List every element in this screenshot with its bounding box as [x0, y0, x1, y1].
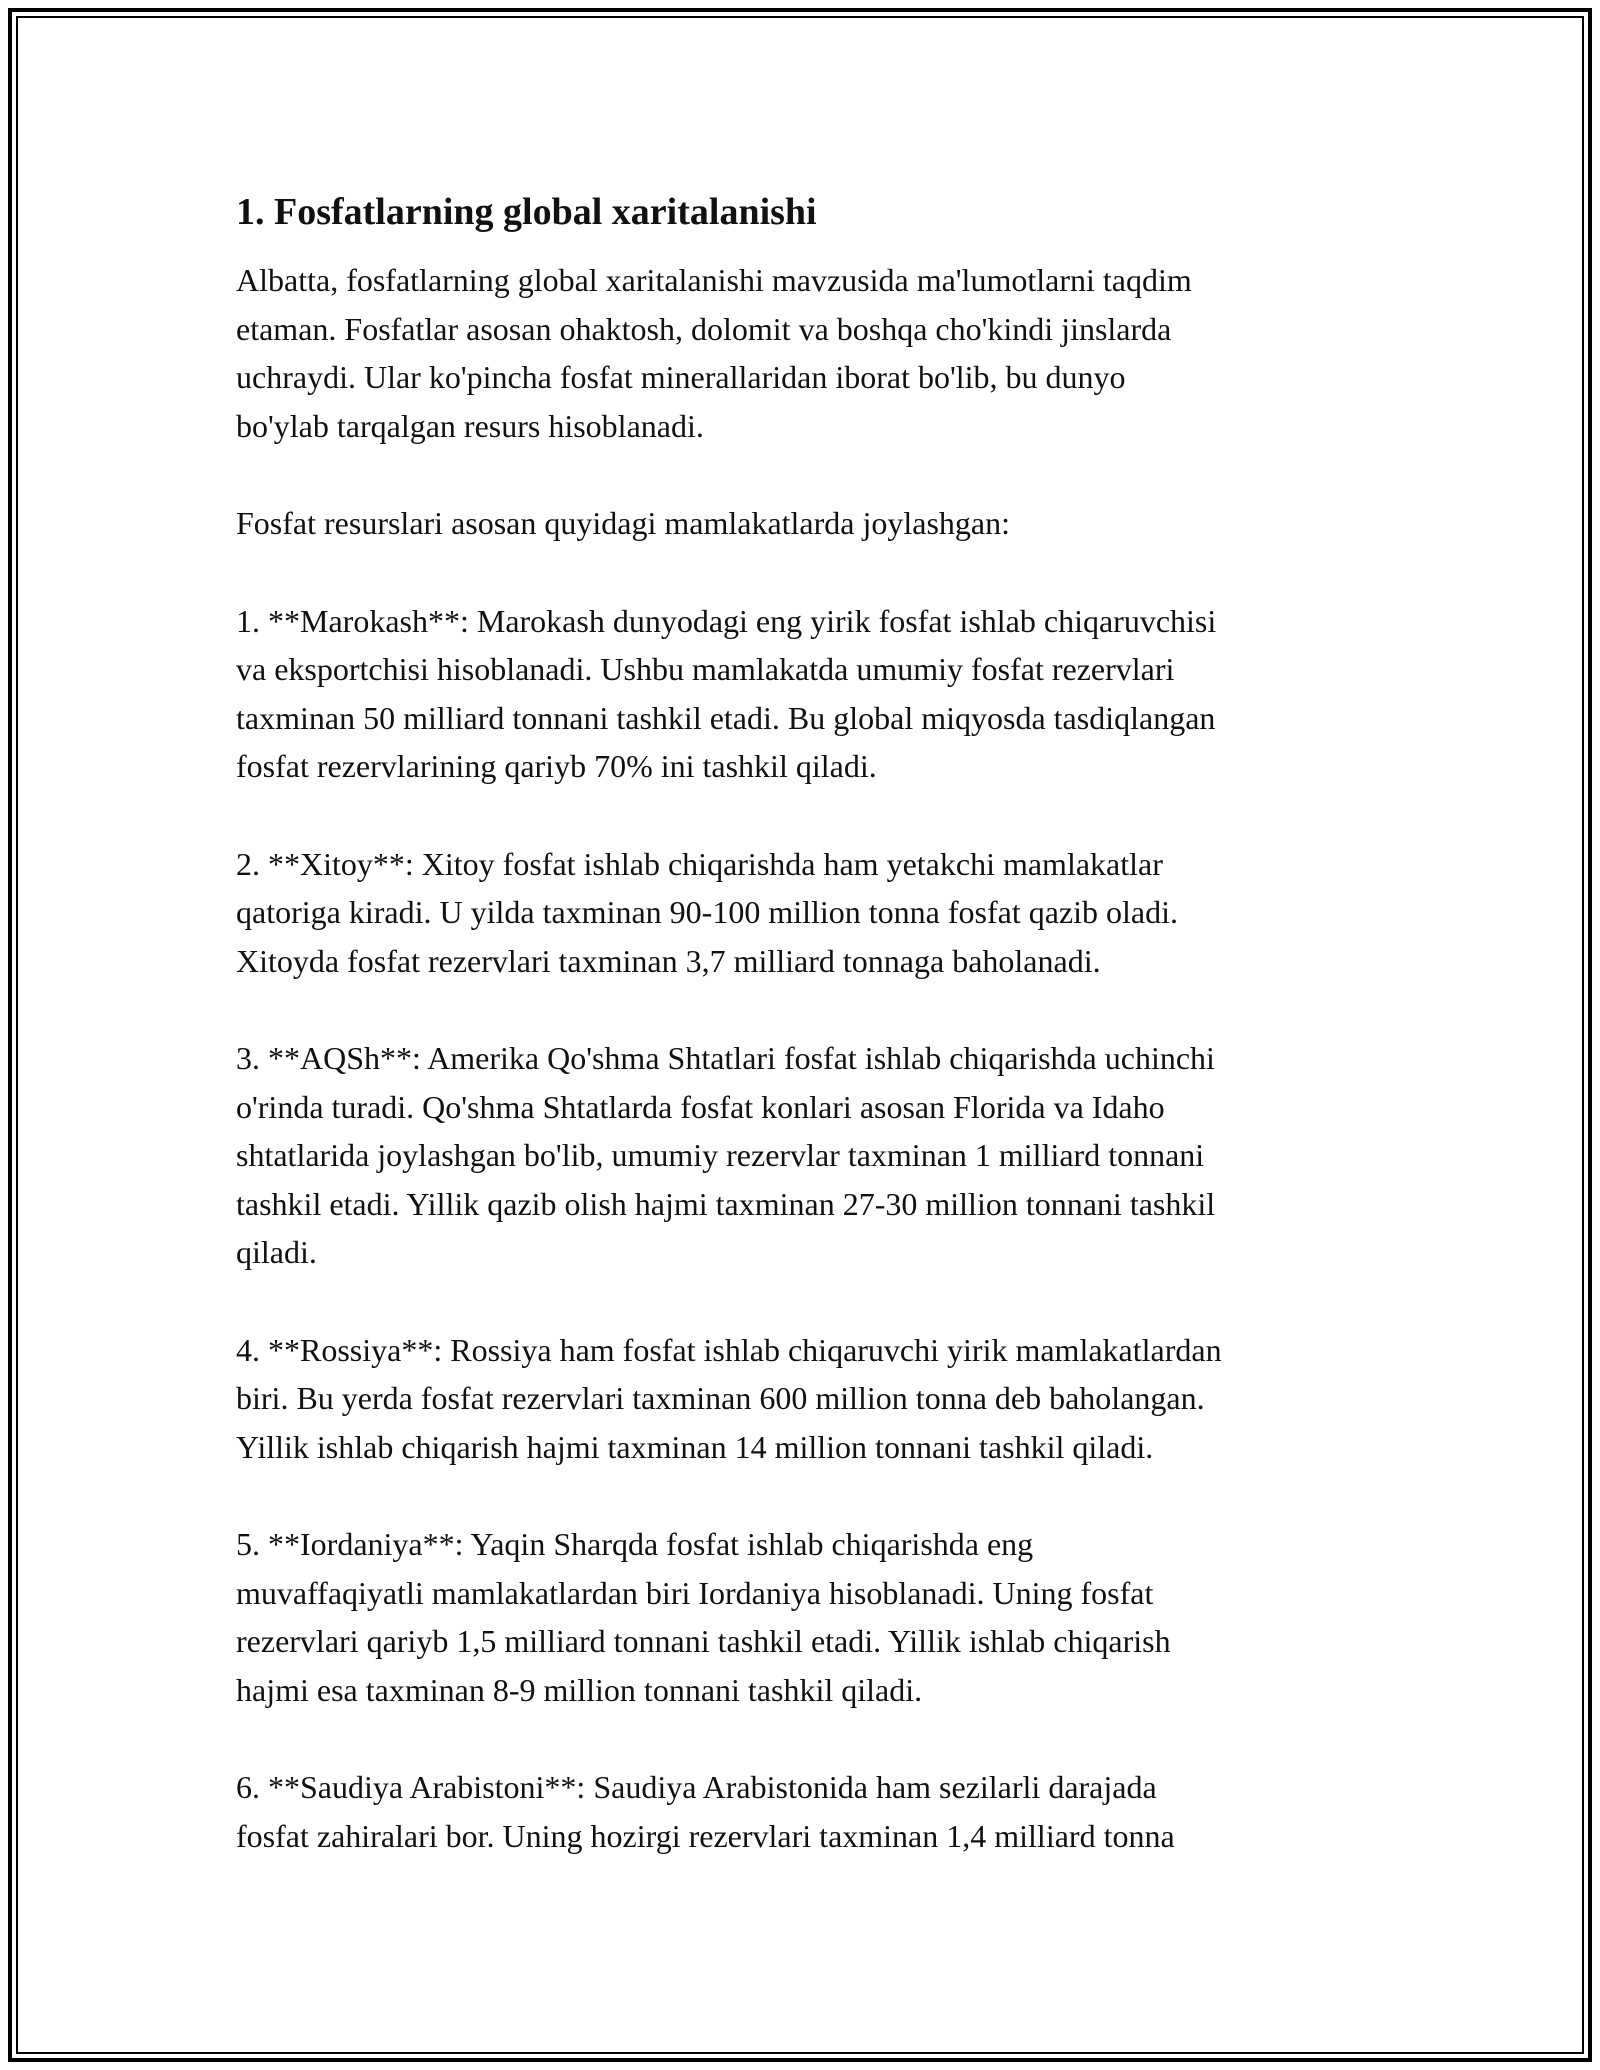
text-line: biri. Bu yerda fosfat rezervlari taxminan 600 million tonna deb baholangan.: [236, 1380, 1205, 1416]
text-line: Albatta, fosfatlarning global xaritalanishi mavzusida ma'lumotlarni taqdim: [236, 262, 1192, 298]
list-item-aqsh: [236, 1034, 1376, 1277]
paragraph-intro: [236, 256, 1376, 450]
text-line: 1. **Marokash**: Marokash dunyodagi eng yirik fosfat ishlab chiqaruvchisi: [236, 602, 1217, 639]
text-line: uchraydi. Ular ko'pincha fosfat minerallaridan iborat bo'lib, bu dunyo: [236, 359, 1126, 395]
text-line: 6. **Saudiya Arabistoni**: Saudiya Arabistonida ham sezilarli darajada: [236, 1769, 1157, 1805]
paragraph-lead: [236, 499, 1376, 548]
list-item-iordaniya: [236, 1520, 1376, 1714]
text-line: hajmi esa taxminan 8-9 million tonnani tashkil qiladi.: [236, 1671, 923, 1708]
text-line: qiladi.: [236, 1234, 317, 1270]
text-line: taxminan 50 milliard tonnani tashkil etadi. Bu global miqyosda tasdiqlangan: [236, 699, 1216, 736]
text-line: 5. **Iordaniya**: Yaqin Sharqda fosfat ishlab chiqarishda eng: [236, 1526, 1034, 1562]
text-line: bo'ylab tarqalgan resurs hisoblanadi.: [236, 407, 704, 444]
text-line: Fosfat resurslari asosan quyidagi mamlakatlarda joylashgan:: [236, 505, 1011, 541]
text-line: tashkil etadi. Yillik qazib olish hajmi taxminan 27-30 million tonnani tashkil: [236, 1185, 1216, 1222]
text-line: fosfat rezervlarining qariyb 70% ini tashkil qiladi.: [236, 748, 877, 784]
text-line: Xitoyda fosfat rezervlari taxminan 3,7 milliard tonnaga baholanadi.: [236, 942, 1101, 979]
list-item-xitoy: [236, 840, 1376, 986]
text-line: Yillik ishlab chiqarish hajmi taxminan 14 million tonnani tashkil qiladi.: [236, 1428, 1154, 1465]
text-line: 4. **Rossiya**: Rossiya ham fosfat ishlab chiqaruvchi yirik mamlakatlardan: [236, 1331, 1222, 1368]
text-line: fosfat zahiralari bor. Uning hozirgi rezervlari taxminan 1,4 milliard tonna: [236, 1817, 1175, 1854]
text-line: 3. **AQSh**: Amerika Qo'shma Shtatlari fosfat ishlab chiqarishda uchinchi: [236, 1040, 1215, 1076]
list-item-marokash: [236, 597, 1376, 791]
text-line: muvaffaqiyatli mamlakatlardan biri Iordaniya hisoblanadi. Uning fosfat: [236, 1574, 1154, 1611]
list-item-rossiya: [236, 1326, 1376, 1472]
text-line: 2. **Xitoy**: Xitoy fosfat ishlab chiqarishda ham yetakchi mamlakatlar: [236, 845, 1163, 882]
text-line: va eksportchisi hisoblanadi. Ushbu mamlakatda umumiy fosfat rezervlari: [236, 651, 1175, 687]
text-line: qatoriga kiradi. U yilda taxminan 90-100 million tonna fosfat qazib oladi.: [236, 894, 1178, 930]
document-body: [236, 188, 1376, 1909]
text-line: etaman. Fosfatlar asosan ohaktosh, dolomit va boshqa cho'kindi jinslarda: [236, 310, 1172, 347]
text-line: shtatlarida joylashgan bo'lib, umumiy rezervlar taxminan 1 milliard tonnani: [236, 1137, 1205, 1173]
text-line: rezervlari qariyb 1,5 milliard tonnani tashkil etadi. Yillik ishlab chiqarish: [236, 1623, 1171, 1659]
document-title: 1. Fosfatlarning global xaritalanishi: [236, 191, 817, 233]
text-line: o'rinda turadi. Qo'shma Shtatlarda fosfat konlari asosan Florida va Idaho: [236, 1088, 1165, 1125]
list-item-saudiya: [236, 1763, 1376, 1860]
